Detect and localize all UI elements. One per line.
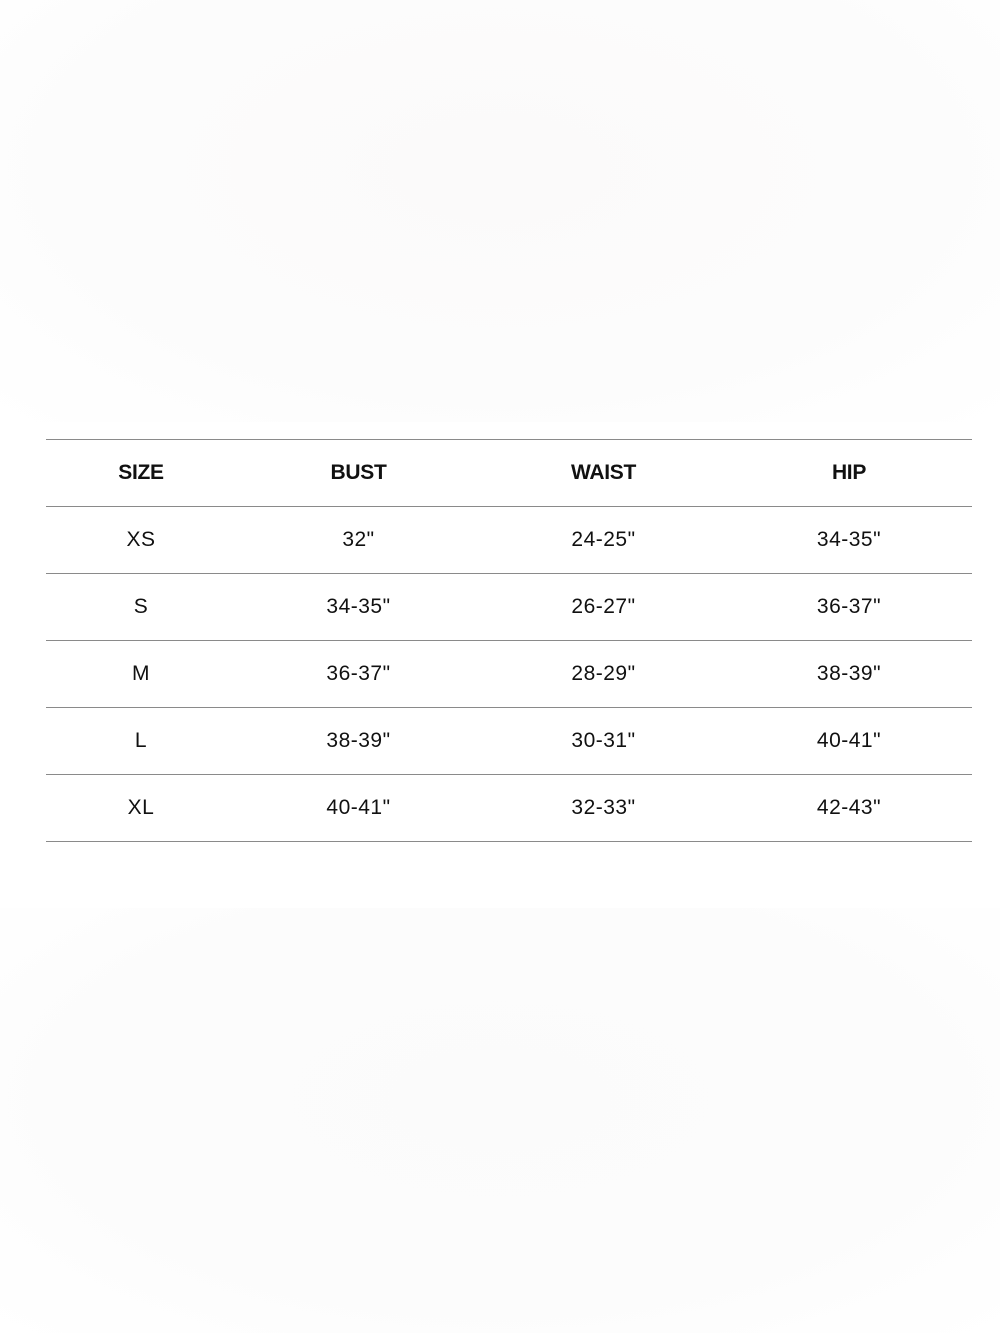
- cell-hip: 34-35": [726, 507, 972, 574]
- table-row: [46, 641, 972, 708]
- column-header-bust: BUST: [236, 440, 481, 507]
- table-row: [46, 507, 972, 574]
- cell-hip: 42-43": [726, 775, 972, 842]
- cell-waist: 26-27": [481, 574, 726, 641]
- cell-size: M: [46, 641, 236, 708]
- cell-size: S: [46, 574, 236, 641]
- cell-bust: 32": [236, 507, 481, 574]
- cell-bust: 34-35": [236, 574, 481, 641]
- cell-size: XS: [46, 507, 236, 574]
- cell-hip: 38-39": [726, 641, 972, 708]
- cell-hip: 40-41": [726, 708, 972, 775]
- background-image-bottom: [0, 908, 1000, 1333]
- cell-waist: 30-31": [481, 708, 726, 775]
- background-image-top: [0, 0, 1000, 422]
- column-header-hip: HIP: [726, 440, 972, 507]
- column-header-size: SIZE: [46, 440, 236, 507]
- cell-size: XL: [46, 775, 236, 842]
- column-header-waist: WAIST: [481, 440, 726, 507]
- table-row: [46, 574, 972, 641]
- table-header-row: [46, 440, 972, 507]
- cell-size: L: [46, 708, 236, 775]
- cell-waist: 28-29": [481, 641, 726, 708]
- cell-bust: 40-41": [236, 775, 481, 842]
- size-chart-table: [46, 439, 972, 842]
- size-chart-container: [46, 439, 972, 842]
- table-row: [46, 708, 972, 775]
- cell-waist: 32-33": [481, 775, 726, 842]
- table-row: [46, 775, 972, 842]
- cell-bust: 36-37": [236, 641, 481, 708]
- cell-waist: 24-25": [481, 507, 726, 574]
- cell-bust: 38-39": [236, 708, 481, 775]
- cell-hip: 36-37": [726, 574, 972, 641]
